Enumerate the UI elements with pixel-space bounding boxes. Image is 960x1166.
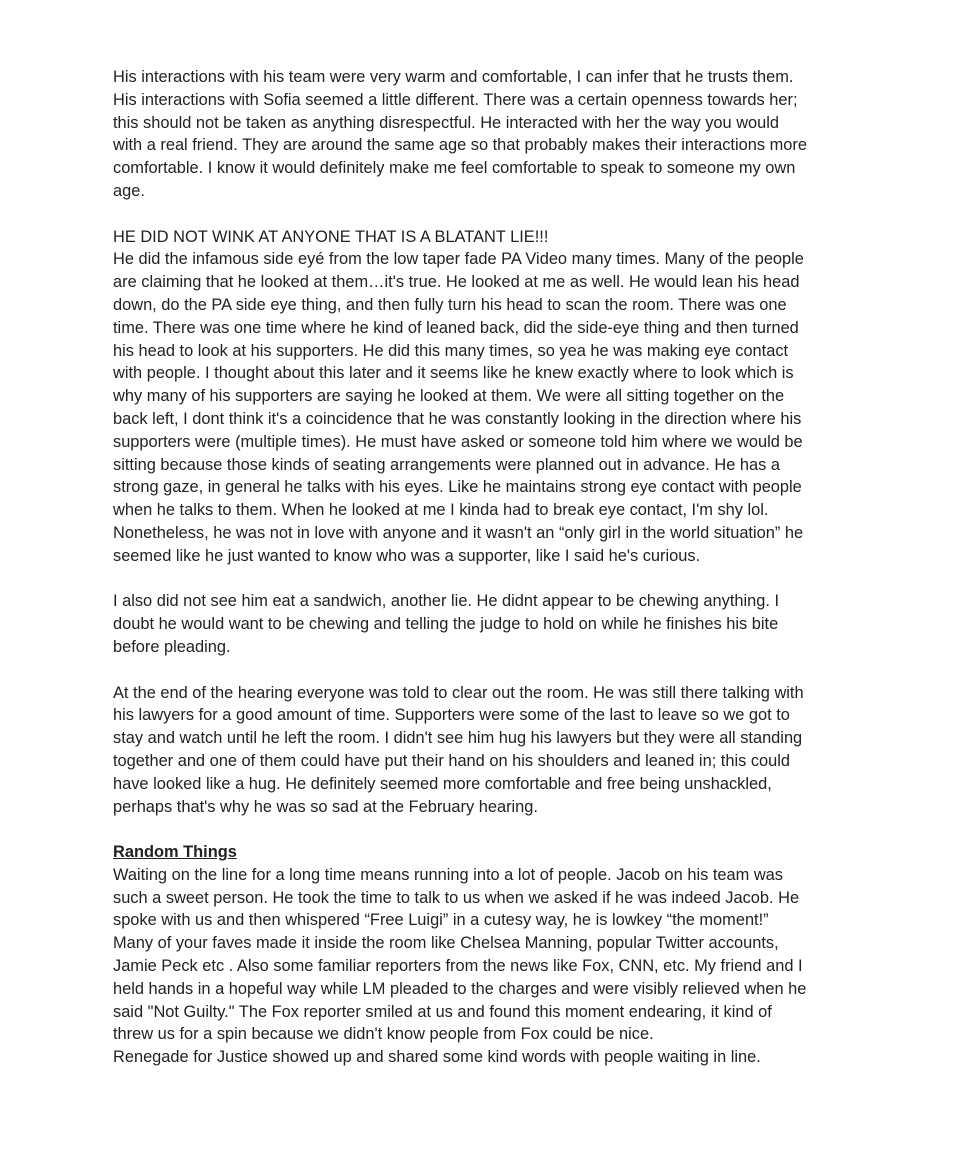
paragraph-end-of-hearing xyxy=(113,682,855,819)
text-line: comfortable. I know it would definitely make me feel comfortable to speak to someone my own xyxy=(113,159,796,178)
text-line: stay and watch until he left the room. I didn't see him hug his lawyers but they were all standing xyxy=(113,729,803,748)
text-line: Renegade for Justice showed up and shared some kind words with people waiting in line. xyxy=(113,1048,761,1067)
text-line: Jamie Peck etc . Also some familiar reporters from the news like Fox, CNN, etc. My friend and I xyxy=(113,957,803,976)
text-line: why many of his supporters are saying he looked at them. We were all sitting together on the xyxy=(113,387,785,406)
text-line: his head to look at his supporters. He did this many times, so yea he was making eye contact xyxy=(113,341,789,360)
text-line: when he talks to them. When he looked at me I kinda had to break eye contact, I'm shy lol. xyxy=(113,501,769,520)
paragraph-side-eye xyxy=(113,226,855,568)
paragraph-team-interactions xyxy=(113,66,855,203)
paragraph-random-things xyxy=(113,841,855,1069)
text-line: age. xyxy=(113,181,145,200)
text-line: strong gaze, in general he talks with his eyes. Like he maintains strong eye contact with people xyxy=(113,478,802,497)
text-line: Nonetheless, he was not in love with anyone and it wasn't an “only girl in the world situation” he xyxy=(113,523,804,542)
text-line: with people. I thought about this later and it seems like he knew exactly where to look which is xyxy=(113,364,794,383)
text-line: threw us for a spin because we didn't know people from Fox could be nice. xyxy=(113,1025,654,1044)
text-line: back left, I dont think it's a coincidence that he was constantly looking in the direction where his xyxy=(113,409,802,428)
text-line: held hands in a hopeful way while LM pleaded to the charges and were visibly relieved when he xyxy=(113,979,807,998)
text-line: Many of your faves made it inside the room like Chelsea Manning, popular Twitter accounts, xyxy=(113,934,779,953)
text-line: have looked like a hug. He definitely seemed more comfortable and free being unshackled, xyxy=(113,774,772,793)
text-line: His interactions with Sofia seemed a little different. There was a certain openness towards her; xyxy=(113,90,798,109)
text-line: At the end of the hearing everyone was told to clear out the room. He was still there talking with xyxy=(113,683,804,702)
text-line: He did the infamous side eyé from the low taper fade PA Video many times. Many of the people xyxy=(113,250,804,269)
text-line: spoke with us and then whispered “Free Luigi” in a cutesy way, he is lowkey “the moment!” xyxy=(113,911,769,930)
text-line: together and one of them could have put their hand on his shoulders and leaned in; this could xyxy=(113,751,791,770)
text-line: said "Not Guilty." The Fox reporter smiled at us and found this moment endearing, it kind of xyxy=(113,1002,772,1021)
text-line: sitting because those kinds of seating arrangements were planned out in advance. He has a xyxy=(113,455,780,474)
text-line: His interactions with his team were very warm and comfortable, I can infer that he trusts them. xyxy=(113,68,794,86)
text-line: with a real friend. They are around the same age so that probably makes their interactions more xyxy=(113,136,807,155)
text-line: down, do the PA side eye thing, and then fully turn his head to scan the room. There was one xyxy=(113,295,787,314)
text-line: are claiming that he looked at them…it's true. He looked at me as well. He would lean his head xyxy=(113,273,800,292)
text-line: seemed like he just wanted to know who was a supporter, like I said he's curious. xyxy=(113,546,701,565)
text-line: such a sweet person. He took the time to talk to us when we asked if he was indeed Jacob. He xyxy=(113,888,800,907)
text-line: his lawyers for a good amount of time. Supporters were some of the last to leave so we got to xyxy=(113,706,790,725)
text-line: Waiting on the line for a long time means running into a lot of people. Jacob on his team was xyxy=(113,865,783,884)
heading-wink: HE DID NOT WINK AT ANYONE THAT IS A BLATANT LIE!!! xyxy=(113,227,549,246)
text-line: supporters were (multiple times). He must have asked or someone told him where we would be xyxy=(113,432,803,451)
text-line: perhaps that's why he was so sad at the February hearing. xyxy=(113,797,538,816)
text-line: this should not be taken as anything disrespectful. He interacted with her the way you would xyxy=(113,113,780,132)
text-line: time. There was one time where he kind of leaned back, did the side-eye thing and then turned xyxy=(113,318,799,337)
document-page xyxy=(113,66,855,1069)
text-line: I also did not see him eat a sandwich, another lie. He didnt appear to be chewing anything. I xyxy=(113,592,780,611)
text-line: before pleading. xyxy=(113,637,231,656)
paragraph-sandwich xyxy=(113,590,855,658)
text-line: doubt he would want to be chewing and telling the judge to hold on while he finishes his bite xyxy=(113,615,779,634)
section-title-random-things: Random Things xyxy=(113,843,237,862)
